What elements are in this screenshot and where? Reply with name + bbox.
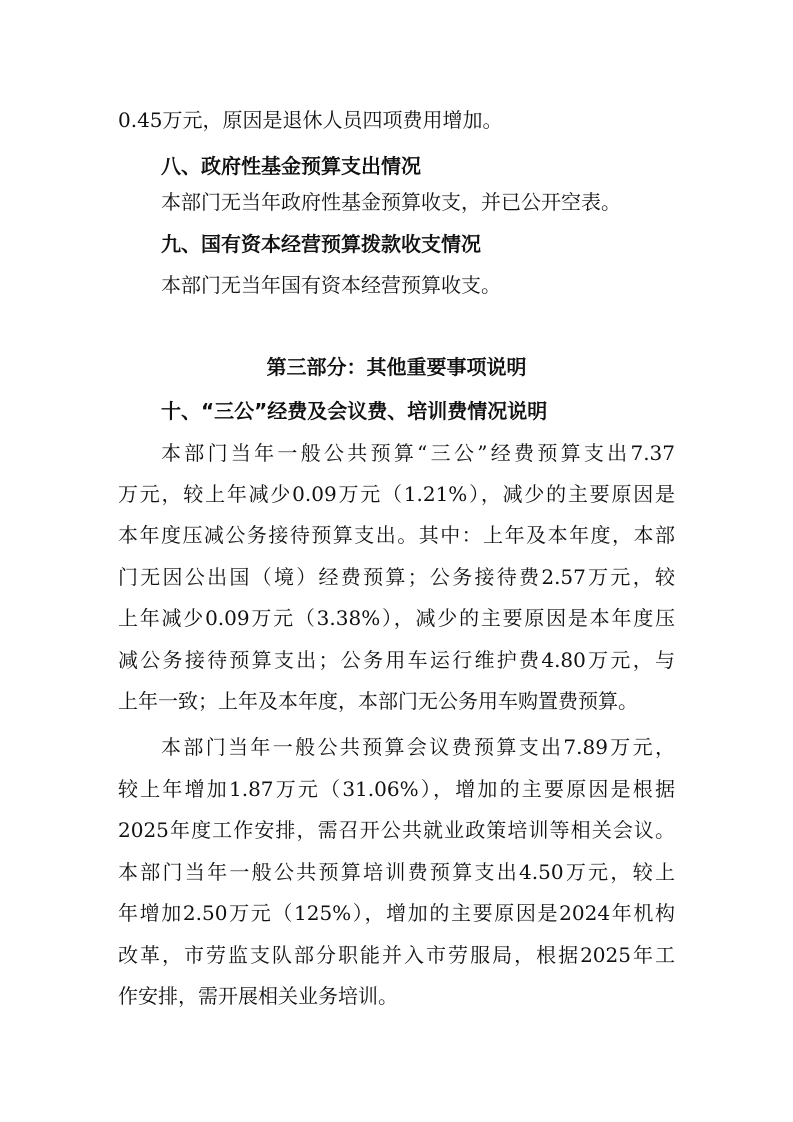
- paragraph-line: 本部门当年一般公共预算“三公”经费预算支出7.37: [161, 441, 675, 465]
- paragraph-line: 减公务接待预算支出；公务用车运行维护费4.80万元，与: [118, 648, 675, 672]
- paragraph-line: 万元，较上年减少0.09万元（1.21%），减少的主要原因是: [118, 482, 675, 506]
- paragraph-line: 本部门当年一般公共预算会议费预算支出7.89万元，: [161, 735, 675, 759]
- part-three-title: 第三部分：其他重要事项说明: [266, 355, 527, 379]
- paragraph-line: 本部门无当年国有资本经营预算收支。: [161, 273, 501, 297]
- paragraph-line: 本年度压减公务接待预算支出。其中：上年及本年度，本部: [118, 523, 675, 547]
- paragraph-line: 上年一致；上年及本年度，本部门无公务用车购置费预算。: [118, 689, 638, 713]
- section-heading-three-public: 十、“三公”经费及会议费、培训费情况说明: [161, 399, 548, 423]
- paragraph-line: 本部门当年一般公共预算培训费预算支出4.50万元，较上: [118, 860, 675, 884]
- paragraph-line: 改革，市劳监支队部分职能并入市劳服局，根据2025年工: [118, 943, 675, 967]
- paragraph-line: 本部门无当年政府性基金预算收支，并已公开空表。: [161, 190, 621, 214]
- section-heading-gov-fund: 八、政府性基金预算支出情况: [161, 154, 421, 178]
- section-heading-state-capital: 九、国有资本经营预算拨款收支情况: [161, 232, 481, 256]
- paragraph-line: 上年减少0.09万元（3.38%），减少的主要原因是本年度压: [118, 606, 675, 630]
- paragraph-line: 0.45万元，原因是退休人员四项费用增加。: [118, 108, 503, 132]
- paragraph-line: 作安排，需开展相关业务培训。: [118, 984, 398, 1008]
- paragraph-line: 较上年增加1.87万元（31.06%），增加的主要原因是根据: [118, 777, 675, 801]
- paragraph-line: 门无因公出国（境）经费预算；公务接待费2.57万元，较: [118, 565, 675, 589]
- paragraph-line: 年增加2.50万元（125%），增加的主要原因是2024年机构: [118, 901, 675, 925]
- paragraph-line: 2025年度工作安排，需召开公共就业政策培训等相关会议。: [118, 818, 675, 842]
